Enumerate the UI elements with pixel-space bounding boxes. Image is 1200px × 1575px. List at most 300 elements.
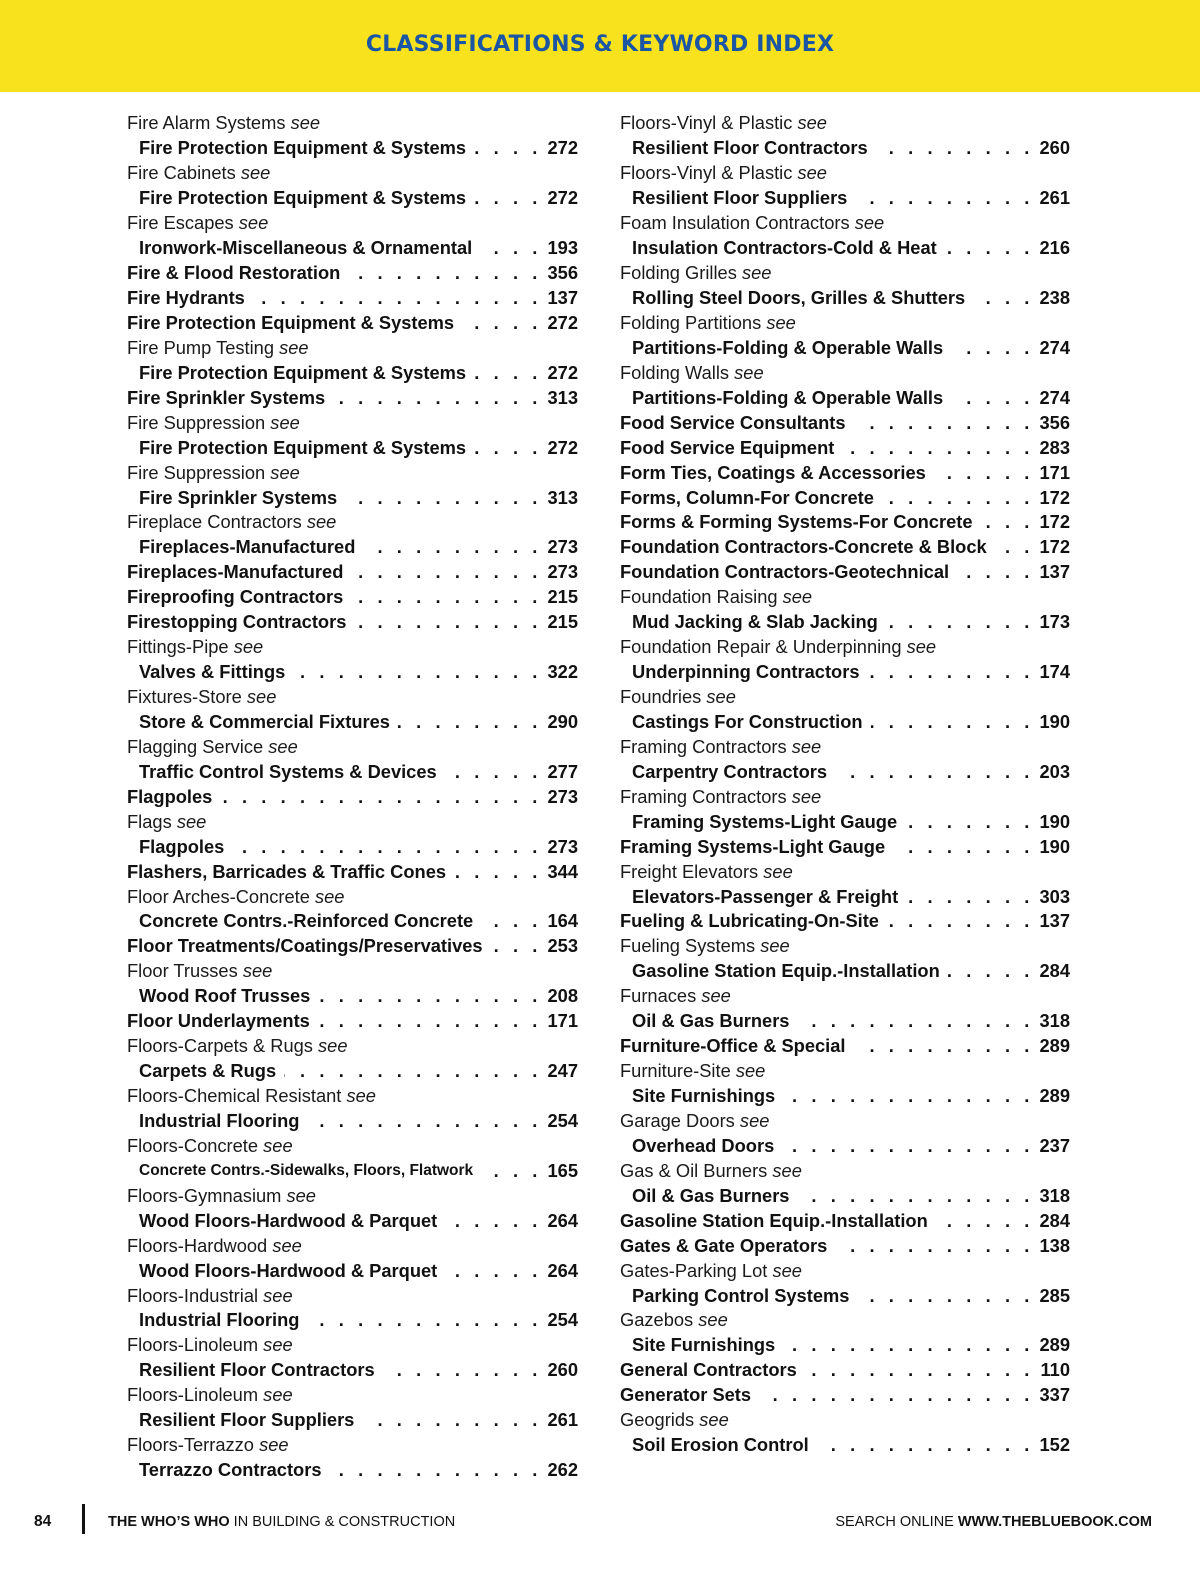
reference-term: Floors-Hardwood: [127, 1234, 268, 1256]
entry-page-number: 138: [1039, 1234, 1070, 1256]
see-word: see: [246, 686, 277, 708]
dot-leader: [948, 960, 1034, 982]
see-word: see: [263, 1284, 293, 1306]
dot-leader: [871, 711, 1034, 733]
entry-classification: Industrial Flooring: [139, 1309, 300, 1331]
index-entry: [127, 934, 578, 959]
see-word: see: [760, 935, 790, 957]
index-entry: [127, 360, 578, 385]
see-word: see: [290, 112, 321, 134]
reference-term: Framing Contractors: [620, 785, 787, 807]
see-word: see: [734, 361, 764, 383]
dot-leader: [797, 1185, 1034, 1207]
index-entry: [127, 909, 578, 934]
see-word: see: [739, 1109, 770, 1131]
entry-page-number: 254: [547, 1109, 578, 1131]
index-reference: [127, 959, 578, 984]
index-reference: [620, 734, 1070, 759]
dot-leader: [951, 337, 1034, 359]
index-entry: [620, 1133, 1070, 1158]
reference-term: Floor Arches-Concrete: [127, 885, 310, 907]
reference-term: Fire Escapes: [127, 212, 234, 234]
index-entry: [620, 136, 1070, 161]
index-entry: [620, 1084, 1070, 1109]
see-word: see: [318, 1035, 348, 1057]
entry-classification: Ironwork-Miscellaneous & Ornamental: [139, 237, 473, 259]
dot-leader: [330, 1459, 542, 1481]
dot-leader: [462, 312, 542, 334]
entry-classification: Wood Floors-Hardwood & Parquet: [139, 1209, 438, 1231]
index-reference: [127, 1034, 578, 1059]
entry-classification: Fire Protection Equipment & Systems: [139, 137, 467, 159]
reference-term: Flags: [127, 810, 172, 832]
entry-classification: Flagpoles: [127, 785, 213, 807]
index-entry: [620, 1433, 1070, 1458]
dot-leader: [783, 1085, 1034, 1107]
entry-page-number: 356: [547, 262, 578, 284]
reference-term: Floors-Carpets & Rugs: [127, 1035, 313, 1057]
index-reference: [620, 1408, 1070, 1433]
entry-page-number: 260: [547, 1359, 578, 1381]
entry-classification: Concrete Contrs.-Reinforced Concrete: [139, 910, 474, 932]
dot-leader: [363, 536, 542, 558]
entry-classification: Fire & Flood Restoration: [127, 262, 341, 284]
dot-leader: [345, 487, 542, 509]
entry-page-number: 137: [1039, 561, 1070, 583]
dot-leader: [857, 1285, 1034, 1307]
dot-leader: [474, 362, 542, 384]
entry-page-number: 274: [1039, 336, 1070, 358]
dot-leader: [307, 1110, 542, 1132]
entry-classification: Furniture-Office & Special: [620, 1035, 846, 1057]
index-entry: [127, 485, 578, 510]
reference-term: Floors-Concrete: [127, 1134, 259, 1156]
entry-page-number: 318: [1039, 1010, 1070, 1032]
index-reference: [620, 635, 1070, 660]
dot-leader: [855, 187, 1034, 209]
dot-leader: [474, 437, 542, 459]
dot-leader: [817, 1434, 1034, 1456]
entry-page-number: 173: [1039, 611, 1070, 633]
dot-leader: [905, 811, 1034, 833]
dot-leader: [973, 287, 1034, 309]
reference-term: Floor Trusses: [127, 960, 238, 982]
entry-classification: Insulation Contractors-Cold & Heat: [632, 237, 937, 259]
index-entry: [620, 560, 1070, 585]
entry-classification: Flagpoles: [139, 835, 225, 857]
index-reference: [127, 1433, 578, 1458]
entry-page-number: 172: [1039, 511, 1070, 533]
index-reference: [620, 984, 1070, 1009]
index-reference: [620, 934, 1070, 959]
index-entry: [127, 1458, 578, 1483]
dot-leader: [835, 761, 1034, 783]
index-entry: [127, 585, 578, 610]
entry-page-number: 165: [547, 1159, 578, 1181]
see-word: see: [268, 735, 298, 757]
dot-leader: [220, 786, 542, 808]
entry-classification: Terrazzo Contractors: [139, 1459, 322, 1481]
reference-term: Foundation Repair & Underpinning: [620, 636, 902, 658]
index-entry: [620, 1208, 1070, 1233]
index-entry: [620, 186, 1070, 211]
reference-term: Floors-Vinyl & Plastic: [620, 162, 793, 184]
index-reference: [127, 1183, 578, 1208]
index-entry: [127, 1208, 578, 1233]
entry-classification: Foundation Contractors-Concrete & Block: [620, 536, 987, 558]
index-entry: [620, 510, 1070, 535]
entry-classification: Parking Control Systems: [632, 1284, 850, 1306]
see-word: see: [272, 1234, 302, 1256]
dot-leader: [783, 1334, 1034, 1356]
see-word: see: [286, 1184, 316, 1206]
entry-classification: Concrete Contrs.-Sidewalks, Floors, Flatwork: [139, 1161, 474, 1179]
dot-leader: [854, 412, 1034, 434]
index-entry: [620, 485, 1070, 510]
see-word: see: [270, 461, 300, 483]
entry-page-number: 261: [1039, 187, 1070, 209]
index-reference: [127, 510, 578, 535]
entry-classification: Oil & Gas Burners: [632, 1184, 790, 1206]
index-entry: [620, 710, 1070, 735]
index-reference: [127, 1283, 578, 1308]
see-word: see: [279, 336, 309, 358]
index-reference: [620, 1308, 1070, 1333]
index-reference: [620, 685, 1070, 710]
page-footer: [0, 1500, 1200, 1544]
index-entry: [620, 335, 1070, 360]
index-entry: [620, 435, 1070, 460]
see-word: see: [791, 735, 822, 757]
entry-page-number: 313: [547, 486, 578, 508]
see-word: see: [763, 860, 793, 882]
see-word: see: [797, 112, 827, 134]
index-entry: [620, 1333, 1070, 1358]
index-entry: [620, 410, 1070, 435]
entry-page-number: 247: [547, 1060, 578, 1082]
footer-publication-rest: IN BUILDING & CONSTRUCTION: [229, 1514, 456, 1530]
index-reference: [127, 1133, 578, 1158]
see-word: see: [242, 960, 273, 982]
dot-leader: [934, 462, 1034, 484]
index-reference: [620, 261, 1070, 286]
entry-page-number: 277: [547, 760, 578, 782]
entry-classification: Valves & Fittings: [139, 661, 286, 683]
see-word: see: [706, 686, 736, 708]
entry-page-number: 344: [547, 860, 578, 882]
index-entry: [620, 1034, 1070, 1059]
dot-leader: [805, 1359, 1034, 1381]
index-reference: [620, 161, 1070, 186]
index-reference: [127, 1333, 578, 1358]
entry-page-number: 285: [1039, 1284, 1070, 1306]
index-reference: [127, 1383, 578, 1408]
see-word: see: [766, 311, 796, 333]
index-entry: [127, 385, 578, 410]
reference-term: Folding Partitions: [620, 311, 762, 333]
entry-page-number: 272: [547, 436, 578, 458]
index-entry: [127, 186, 578, 211]
entry-page-number: 272: [547, 311, 578, 333]
entry-classification: Fireplaces-Manufactured: [139, 536, 356, 558]
index-entry: [127, 759, 578, 784]
index-entry: [127, 1308, 578, 1333]
reference-term: Flagging Service: [127, 735, 264, 757]
footer-url[interactable]: WWW.THEBLUEBOOK.COM: [957, 1514, 1152, 1530]
index-entry: [620, 834, 1070, 859]
index-entry: [620, 1383, 1070, 1408]
index-entry: [620, 610, 1070, 635]
entry-classification: Resilient Floor Contractors: [139, 1359, 375, 1381]
entry-classification: Forms, Column-For Concrete: [620, 486, 874, 508]
see-word: see: [263, 1384, 293, 1406]
entry-page-number: 318: [1039, 1184, 1070, 1206]
index-entry: [127, 535, 578, 560]
index-reference: [127, 335, 578, 360]
reference-term: Geogrids: [620, 1409, 695, 1431]
see-word: see: [240, 162, 271, 184]
reference-term: Fire Cabinets: [127, 162, 236, 184]
entry-page-number: 337: [1039, 1384, 1070, 1406]
reference-term: Gazebos: [620, 1309, 694, 1331]
index-entry: [620, 1183, 1070, 1208]
dot-leader: [454, 861, 542, 883]
entry-classification: Wood Floors-Hardwood & Parquet: [139, 1259, 438, 1281]
see-word: see: [346, 1085, 376, 1107]
footer-divider: [82, 1504, 85, 1534]
reference-term: Folding Grilles: [620, 262, 737, 284]
entry-classification: Carpentry Contractors: [632, 760, 828, 782]
index-entry: [620, 1009, 1070, 1034]
reference-term: Fireplace Contractors: [127, 511, 302, 533]
entry-page-number: 264: [547, 1259, 578, 1281]
index-entry: [127, 236, 578, 261]
index-reference: [127, 635, 578, 660]
index-reference: [620, 1158, 1070, 1183]
entry-classification: Site Furnishings: [632, 1085, 776, 1107]
reference-term: Furniture-Site: [620, 1060, 731, 1082]
entry-page-number: 289: [1039, 1035, 1070, 1057]
dot-leader: [445, 1260, 542, 1282]
entry-classification: Rolling Steel Doors, Grilles & Shutters: [632, 287, 966, 309]
entry-page-number: 215: [547, 586, 578, 608]
entry-classification: Gasoline Station Equip.-Installation: [620, 1209, 928, 1231]
entry-classification: Generator Sets: [620, 1384, 752, 1406]
index-entry: [127, 1109, 578, 1134]
entry-page-number: 260: [1039, 137, 1070, 159]
footer-search-label: SEARCH ONLINE: [835, 1514, 958, 1530]
index-entry: [620, 909, 1070, 934]
dot-leader: [354, 611, 542, 633]
entry-page-number: 273: [547, 835, 578, 857]
index-reference: [620, 360, 1070, 385]
index-entry: [127, 311, 578, 336]
reference-term: Furnaces: [620, 985, 697, 1007]
index-entry: [127, 136, 578, 161]
reference-term: Floors-Chemical Resistant: [127, 1085, 342, 1107]
index-entry: [620, 385, 1070, 410]
see-word: see: [741, 262, 772, 284]
index-entry: [127, 435, 578, 460]
reference-term: Floors-Industrial: [127, 1284, 259, 1306]
reference-term: Foundries: [620, 686, 702, 708]
footer-search: [835, 1514, 1152, 1530]
see-word: see: [314, 885, 345, 907]
entry-classification: Resilient Floor Contractors: [632, 137, 868, 159]
dot-leader: [782, 1135, 1034, 1157]
entry-page-number: 110: [1040, 1359, 1070, 1381]
dot-leader: [759, 1384, 1034, 1406]
entry-page-number: 290: [547, 710, 578, 732]
entry-classification: Mud Jacking & Slab Jacking: [632, 611, 878, 633]
index-entry: [620, 884, 1070, 909]
entry-classification: Fire Protection Equipment & Systems: [139, 187, 467, 209]
index-entry: [620, 660, 1070, 685]
index-entry: [127, 784, 578, 809]
reference-term: Fire Alarm Systems: [127, 112, 286, 134]
see-word: see: [735, 1060, 766, 1082]
index-entry: [620, 959, 1070, 984]
entry-classification: Forms & Forming Systems-For Concrete: [620, 511, 973, 533]
entry-page-number: 203: [1039, 760, 1070, 782]
dot-leader: [284, 1060, 542, 1082]
index-entry: [127, 261, 578, 286]
entry-classification: Soil Erosion Control: [632, 1434, 809, 1456]
index-reference: [127, 1233, 578, 1258]
dot-leader: [348, 262, 542, 284]
index-entry: [620, 759, 1070, 784]
page-header: [0, 0, 1200, 92]
dot-leader: [906, 886, 1034, 908]
dot-leader: [383, 1359, 542, 1381]
entry-classification: Partitions-Folding & Operable Walls: [632, 336, 944, 358]
dot-leader: [398, 711, 542, 733]
entry-classification: Flashers, Barricades & Traffic Cones: [127, 860, 447, 882]
entry-classification: Fireplaces-Manufactured: [127, 561, 344, 583]
entry-classification: Underpinning Contractors: [632, 661, 860, 683]
dot-leader: [362, 1409, 542, 1431]
dot-leader: [945, 237, 1034, 259]
reference-term: Floors-Gymnasium: [127, 1184, 282, 1206]
reference-term: Foundation Raising: [620, 586, 778, 608]
entry-classification: Fire Sprinkler Systems: [127, 386, 326, 408]
entry-page-number: 215: [547, 611, 578, 633]
entry-classification: Elevators-Passenger & Freight: [632, 885, 899, 907]
entry-classification: Floor Underlayments: [127, 1010, 310, 1032]
entry-classification: Fire Protection Equipment & Systems: [139, 361, 467, 383]
dot-leader: [333, 387, 542, 409]
index-reference: [620, 859, 1070, 884]
entry-classification: Partitions-Folding & Operable Walls: [632, 386, 944, 408]
index-reference: [127, 460, 578, 485]
entry-page-number: 262: [547, 1459, 578, 1481]
entry-classification: Fireproofing Contractors: [127, 586, 344, 608]
dot-leader: [957, 561, 1034, 583]
index-entry: [127, 560, 578, 585]
dot-leader: [868, 661, 1035, 683]
dot-leader: [307, 1309, 542, 1331]
reference-term: Freight Elevators: [620, 860, 759, 882]
index-entry: [127, 1258, 578, 1283]
entry-classification: Fire Protection Equipment & Systems: [127, 311, 455, 333]
index-entry: [620, 460, 1070, 485]
entry-classification: Fire Protection Equipment & Systems: [139, 436, 467, 458]
reference-term: Fire Suppression: [127, 461, 266, 483]
entry-page-number: 273: [547, 536, 578, 558]
entry-classification: Framing Systems-Light Gauge: [620, 835, 886, 857]
reference-term: Fittings-Pipe: [127, 636, 229, 658]
entry-page-number: 208: [547, 985, 578, 1007]
entry-page-number: 137: [1039, 910, 1070, 932]
dot-leader: [981, 511, 1035, 533]
dot-leader: [842, 437, 1034, 459]
dot-leader: [893, 836, 1034, 858]
entry-page-number: 274: [1039, 386, 1070, 408]
index-reference: [620, 311, 1070, 336]
dot-leader: [854, 1035, 1034, 1057]
entry-page-number: 283: [1039, 436, 1070, 458]
entry-classification: Overhead Doors: [632, 1134, 775, 1156]
see-word: see: [791, 785, 822, 807]
dot-leader: [474, 137, 542, 159]
entry-classification: Fire Hydrants: [127, 287, 245, 309]
entry-page-number: 164: [547, 910, 578, 932]
index-reference: [127, 884, 578, 909]
index-entry: [127, 710, 578, 735]
entry-page-number: 254: [547, 1309, 578, 1331]
entry-page-number: 171: [1039, 461, 1070, 483]
dot-leader: [936, 1210, 1034, 1232]
dot-leader: [886, 611, 1034, 633]
index-entry: [620, 1233, 1070, 1258]
entry-page-number: 171: [547, 1010, 578, 1032]
dot-leader: [293, 661, 542, 683]
index-entry: [127, 610, 578, 635]
entry-classification: General Contractors: [620, 1359, 797, 1381]
see-word: see: [263, 1334, 293, 1356]
see-word: see: [699, 1409, 729, 1431]
see-word: see: [270, 411, 300, 433]
dot-leader: [481, 1160, 542, 1182]
entry-page-number: 137: [547, 287, 578, 309]
entry-page-number: 273: [547, 785, 578, 807]
reference-term: Gates-Parking Lot: [620, 1259, 768, 1281]
entry-classification: Firestopping Contractors: [127, 611, 347, 633]
index-reference: [620, 211, 1070, 236]
index-entry: [620, 286, 1070, 311]
see-word: see: [238, 212, 269, 234]
see-word: see: [176, 810, 207, 832]
entry-page-number: 284: [1039, 960, 1070, 982]
index-reference: [620, 585, 1070, 610]
reference-term: Floors-Linoleum: [127, 1334, 259, 1356]
see-word: see: [259, 1434, 289, 1456]
entry-page-number: 193: [547, 237, 578, 259]
page-title: CLASSIFICATIONS & KEYWORD INDEX: [365, 32, 835, 57]
entry-page-number: 313: [547, 386, 578, 408]
entry-page-number: 272: [547, 187, 578, 209]
index-reference: [127, 809, 578, 834]
index-entry: [127, 1158, 578, 1183]
entry-page-number: 253: [547, 935, 578, 957]
entry-page-number: 190: [1039, 835, 1070, 857]
entry-classification: Industrial Flooring: [139, 1109, 300, 1131]
see-word: see: [797, 162, 827, 184]
index-reference: [620, 784, 1070, 809]
entry-classification: Castings For Construction: [632, 710, 863, 732]
entry-page-number: 289: [1039, 1085, 1070, 1107]
see-word: see: [854, 212, 885, 234]
